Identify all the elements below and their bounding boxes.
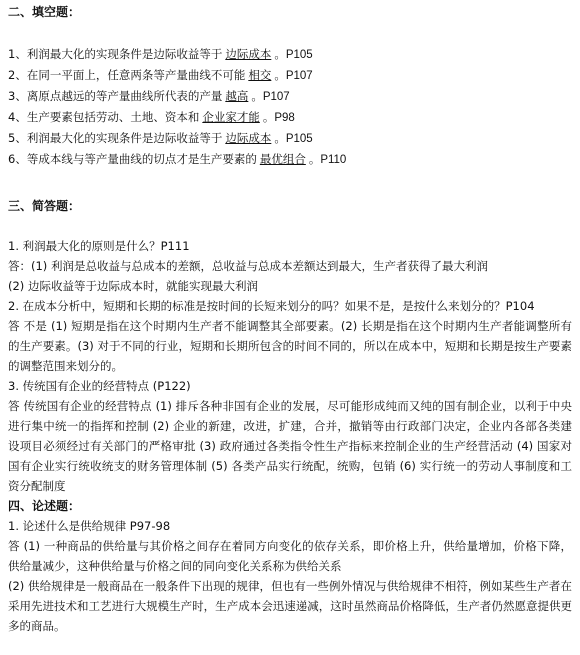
answer-blank: 边际成本 — [225, 131, 272, 145]
question-text: 2、在同一平面上，任意两条等产量曲线不可能 — [8, 68, 246, 82]
question-text: 3、离原点越远的等产量曲线所代表的产量 — [8, 89, 223, 103]
answer-text: (2) 边际收益等于边际成本时，就能实现最大利润 — [8, 279, 258, 293]
fill-in-question — [8, 128, 572, 149]
page-reference: 。P107 — [274, 70, 313, 82]
document-page — [0, 2, 580, 655]
fill-in-question-list — [8, 44, 572, 170]
short-answer-list — [8, 236, 572, 496]
answer-blank: 越高 — [225, 89, 249, 103]
page-reference: 。P105 — [274, 133, 313, 145]
fill-in-question — [8, 65, 572, 86]
section-title-fill-in: 二、填空题： — [8, 5, 81, 19]
essay-list — [8, 516, 572, 636]
question-text: 1. 论述什么是供给规律 P97-98 — [8, 519, 171, 533]
answer-blank: 相交 — [248, 68, 272, 82]
question-text: 2. 在成本分析中，短期和长期的标准是按时间的长短来划分的吗？如果不是，是按什么来划分的？P104 — [8, 299, 535, 313]
section-title-essay: 四、论述题： — [8, 499, 81, 513]
question-text: 1. 利润最大化的原则是什么？P111 — [8, 239, 190, 253]
answer-blank: 企业家才能 — [202, 110, 260, 124]
answer-text: 答 传统国有企业的经营特点 (1) 排斥各种非国有企业的发展，尽可能形成纯而又纯的国有制企业，以利于中央进行集中统一的指挥和控制 (2) 企业的新建，改进，扩建，合并，撤销等由行政部门决定，企业内各部各类建设项目必须经过有关部门的严格审批 (3) 政府通过各类指令性生产指标来控制企业的生产经营活动 (4) 国家对国有企业实行统收统支的财务管理体制 (5) 各类产品实行统配，统购，包销 (6) 实行统一的劳动人事制度和工资分配制度 — [8, 399, 572, 493]
answer-text: (2) 供给规律是一般商品在一般条件下出现的规律，但也有一些例外情况与供给规律不相符，例如某些生产者在采用先进技术和工艺进行大规模生产时，生产成本会迅速递减，这时虽然商品价格降低，生产者仍然愿意提供更多的商品。 — [8, 579, 572, 633]
answer-text: 答 (1) 一种商品的供给量与其价格之间存在着同方向变化的依存关系，即价格上升，供给量增加，价格下降，供给量减少，这种供给量与价格之间的同向变化关系称为供给关系 — [8, 539, 572, 573]
question-text: 5、利润最大化的实现条件是边际收益等于 — [8, 131, 223, 145]
page-reference: 。P98 — [262, 112, 295, 124]
answer-text: 答 不是 (1) 短期是指在这个时期内生产者不能调整其全部要素。(2) 长期是指在这个时期内生产者能调整所有的生产要素。(3) 对于不同的行业，短期和长期所包含的时间不同的，所以在成本中，短期和长期是按生产要素的调整范围来划分的。 — [8, 319, 572, 373]
page-reference: 。P110 — [308, 154, 347, 166]
answer-blank: 边际成本 — [225, 47, 272, 61]
question-text: 6、等成本线与等产量曲线的切点才是生产要素的 — [8, 152, 257, 166]
page-reference: 。P105 — [274, 49, 313, 61]
answer-text: 答：(1) 利润是总收益与总成本的差额，总收益与总成本差额达到最大，生产者获得了最大利润 — [8, 259, 488, 273]
fill-in-question — [8, 107, 572, 128]
answer-blank: 最优组合 — [259, 152, 306, 166]
page-reference: 。P107 — [251, 91, 290, 103]
fill-in-question — [8, 86, 572, 107]
question-text: 3. 传统国有企业的经营特点 (P122) — [8, 379, 191, 393]
section-title-short-answer: 三、简答题： — [8, 199, 81, 213]
fill-in-question — [8, 44, 572, 65]
question-text: 1、利润最大化的实现条件是边际收益等于 — [8, 47, 223, 61]
fill-in-question — [8, 149, 572, 170]
question-text: 4、生产要素包括劳动、土地、资本和 — [8, 110, 200, 124]
